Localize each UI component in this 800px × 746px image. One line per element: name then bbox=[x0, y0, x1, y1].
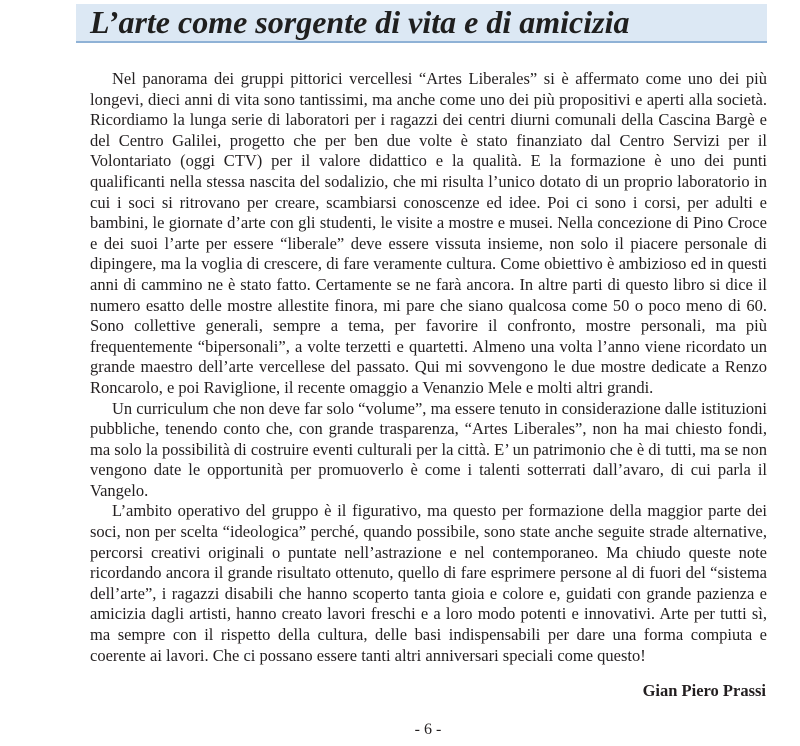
page-number: - 6 - bbox=[414, 721, 442, 738]
paragraph-1: Nel panorama dei gruppi pittorici vercellesi “Artes Liberales” si è affermato come uno dei più longevi, dieci anni di vita sono tantissimi, ma anche come uno dei più propositivi e aperti alla società. Ricordiamo la lunga serie di laboratori per i ragazzi dei centri diurni comunali della Cascina Bargè e del Centro Galilei, progetto che per ben due volte è stato finanziato dal Centro Servizi per il Volontariato (oggi CTV) per il valore didattico e la qualità. E la formazione è uno dei punti qualificanti nella stessa nascita del sodalizio, che mi risulta l’unico dotato di un proprio laboratorio in cui i soci si ritrovano per creare, scambiarsi conoscenze ed idee. Poi ci sono i corsi, per adulti e bambini, le giornate d’arte con gli studenti, le visite a mostre e musei. Nella concezione di Pino Croce e dei suoi l’arte per essere “liberale” deve essere vissuta insieme, non solo il piacere personale di dipingere, ma la voglia di crescere, di fare veramente cultura. Come obiettivo è ambizioso ed in questi anni di cammino ne è stato fatto. Certamente se ne farà ancora. In altre parti di questo libro si dice il numero esatto delle mostre allestite finora, mi pare che siano qualcosa come 50 o poco meno di 60. Sono collettive generali, sempre a tema, per favorire il confronto, mostre personali, ma più frequentemente “bipersonali”, a volte terzetti e quartetti. Almeno una volta l’anno viene ricordato un grande maestro dell’arte vercellese del passato. Qui mi sovvengono le due mostre dedicate a Renzo Roncarolo, e poi Raviglione, il recente omaggio a Venanzio Mele e molti altri grandi. bbox=[90, 69, 767, 397]
article-body bbox=[90, 69, 767, 666]
article-title: L’arte come sorgente di vita e di amicizia bbox=[90, 4, 630, 40]
paragraph-3: L’ambito operativo del gruppo è il figurativo, ma questo per formazione della maggior parte dei soci, non per scelta “ideologica” perché, quando possibile, sono state anche seguite strade alternative, percorsi creativi originali o puntate nell’astrazione e nel contemporaneo. Ma chiudo queste note ricordando ancora il grande risultato ottenuto, quello di fare esprimere persone al di fuori del “sistema dell’arte”, i ragazzi disabili che hanno scoperto tanta gioia e colore e, guidati con grande pazienza e amicizia dagli artisti, hanno creato lavori freschi e a loro modo potenti e innovativi. Arte per tutti sì, ma sempre con il rispetto della cultura, delle basi indispensabili per dare una forma compiuta e coerente ai lavori. Che ci possano essere tanti altri anniversari speciali come questo! bbox=[90, 501, 767, 665]
author-signature: Gian Piero Prassi bbox=[642, 681, 766, 700]
paragraph-2: Un curriculum che non deve far solo “volume”, ma essere tenuto in considerazione dalle istituzioni pubbliche, tenendo conto che, con grande trasparenza, “Artes Liberales”, non ha mai chiesto fondi, ma solo la possibilità di costruire eventi culturali per la città. E’ un patrimonio che è di tutti, ma se non vengono date le opportunità per promuoverlo è come i talenti sotterrati dall’avaro, di cui parla il Vangelo. bbox=[90, 398, 767, 500]
